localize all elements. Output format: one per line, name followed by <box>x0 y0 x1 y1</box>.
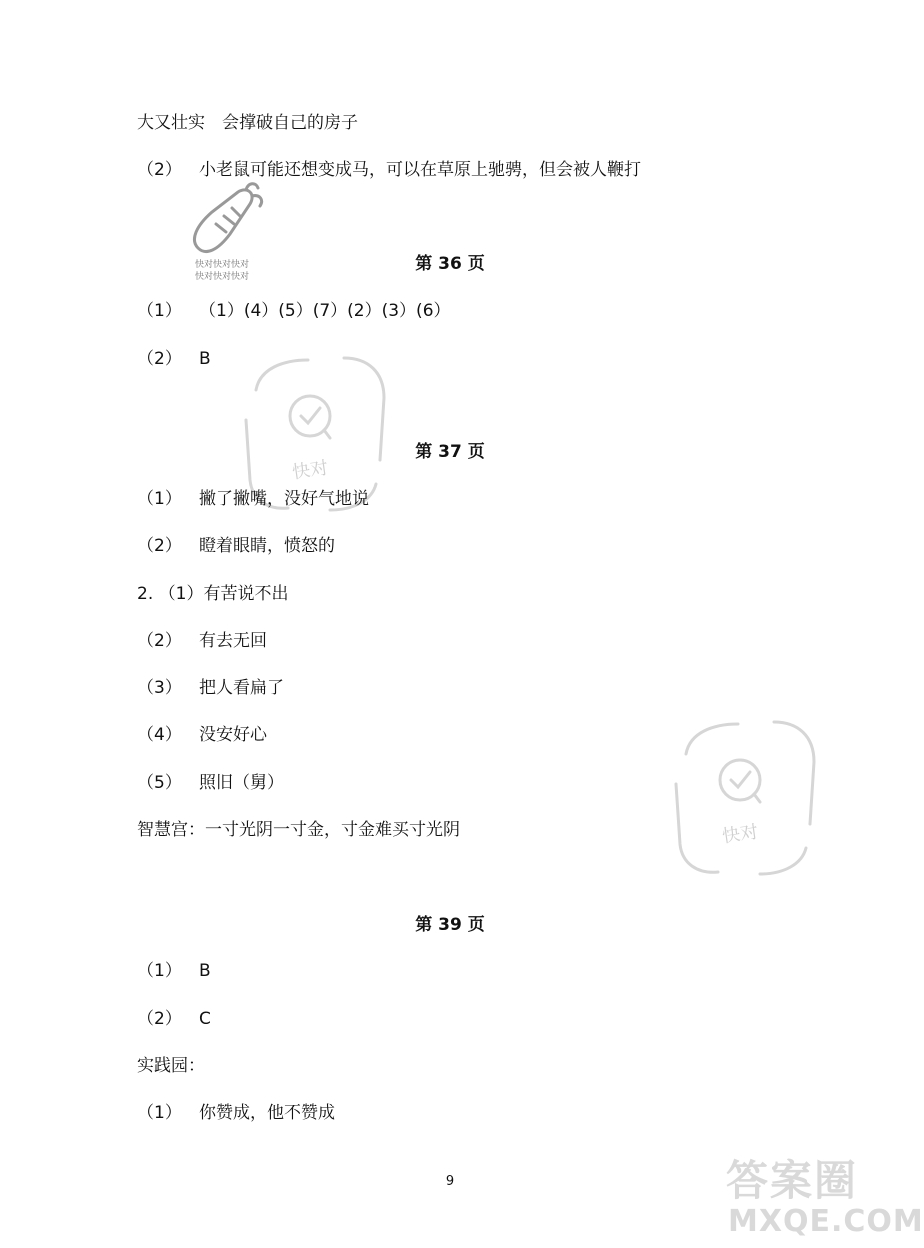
small-watermark-text: 快对快对快对 快对快对快对 <box>195 260 250 282</box>
answer-line <box>137 1101 335 1125</box>
item-number: （1） <box>137 1103 182 1123</box>
answer-line: 实践园： <box>137 1056 205 1076</box>
answer-line <box>137 347 211 371</box>
item-text: 小老鼠可能还想变成马，可以在草原上驰骋，但会被人鞭打 <box>199 160 641 180</box>
item-text: 把人看扁了 <box>199 678 284 698</box>
answer-line <box>137 1007 211 1031</box>
page-number: 9 <box>445 1174 455 1189</box>
answer-line <box>137 959 211 983</box>
item-text: 瞪着眼睛，愤怒的 <box>199 536 335 556</box>
answer-line <box>137 723 267 747</box>
answer-line <box>137 771 284 795</box>
item-text: （1）(4）(5）(7）(2）(3）(6） <box>199 301 451 321</box>
item-text: 撇了撇嘴，没好气地说 <box>199 489 369 509</box>
logo-title: 答案圈 <box>726 1156 859 1205</box>
item-number: （3） <box>137 678 182 698</box>
kuaidui-watermark-icon <box>664 714 820 880</box>
watermark-text: 快对 <box>720 821 760 848</box>
item-number: （1） <box>137 301 182 321</box>
item-number: （2） <box>137 1009 182 1029</box>
item-number: （1） <box>137 489 182 509</box>
item-text: C <box>199 1009 211 1029</box>
item-number: （5） <box>137 773 182 793</box>
item-number: （2） <box>137 631 182 651</box>
logo-url: MXQE.COM <box>728 1204 924 1239</box>
answer-line: 2. （1）有苦说不出 <box>137 584 289 604</box>
item-text: B <box>199 961 211 981</box>
answer-line: 大又壮实 会撑破自己的房子 <box>137 113 358 133</box>
item-text: B <box>199 349 211 369</box>
page-heading-36: 第 36 页 <box>415 254 485 274</box>
page-heading-37: 第 37 页 <box>415 442 485 462</box>
answer-line <box>137 299 451 323</box>
page-heading-39: 第 39 页 <box>415 915 485 935</box>
item-text: 照旧（舅） <box>199 773 284 793</box>
answer-line <box>137 534 335 558</box>
item-number: （1） <box>137 961 182 981</box>
answer-line <box>137 487 369 511</box>
answer-line <box>137 629 267 653</box>
item-text: 有去无回 <box>199 631 267 651</box>
site-logo-watermark <box>722 1148 924 1244</box>
item-number: （2） <box>137 160 182 180</box>
item-number: （4） <box>137 725 182 745</box>
answer-line: 智慧宫：一寸光阴一寸金，寸金难买寸光阴 <box>137 820 460 840</box>
watermark-text: 快对 <box>290 457 330 484</box>
item-text: 你赞成，他不赞成 <box>199 1103 335 1123</box>
item-number: （2） <box>137 536 182 556</box>
item-number: （2） <box>137 349 182 369</box>
item-text: 没安好心 <box>199 725 267 745</box>
answer-line <box>137 676 284 700</box>
